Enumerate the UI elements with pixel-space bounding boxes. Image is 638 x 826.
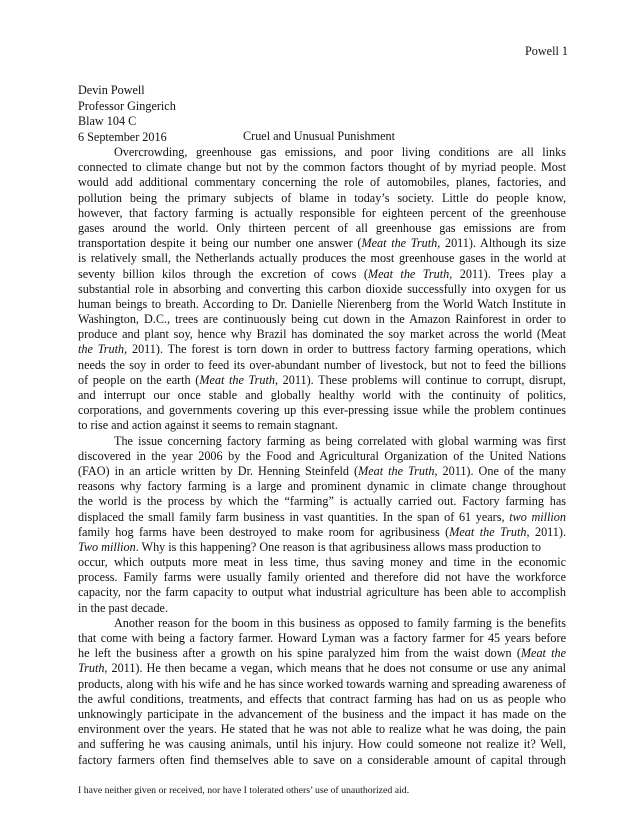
essay-title: Cruel and Unusual Punishment	[243, 129, 395, 143]
body-line: reasons why factory farming is a large and prominent dynamic in climate change throughout	[78, 479, 566, 494]
body-line: products, along with his wife and he has since worked towards warning and spreading awareness of	[78, 676, 566, 691]
body-line: Another reason for the boom in this business as opposed to family farming is the benefits	[114, 615, 566, 630]
body-line: corporations, and governments covering up this ever-pressing issue while the problem continues	[78, 403, 566, 418]
body-line: gases around the world. Only thirteen percent of all greenhouse gas emissions are from	[78, 220, 566, 235]
body-line: displaced the small family farm business in vast quantities. In the span of 61 years, two million	[78, 509, 566, 524]
body-line: he left the business after a growth on his spine paralyzed him from the waist down (Meat the	[78, 646, 566, 661]
body-line: would add additional commentary concerning the role of automobiles, planes, factories, and	[78, 175, 566, 190]
body-line: that come with being a factory farmer. Howard Lyman was a factory farmer for 45 years before	[78, 631, 566, 645]
body-line: produce and plant soy, hence why Brazil has dominated the soy market across the world (Meat	[78, 327, 566, 342]
body-line: and suffering he was causing animals, until his injury. How could someone not realize it? Well,	[78, 737, 566, 752]
body-line: however, that factory farming is actually responsible for eighteen percent of the greenhouse	[78, 205, 566, 220]
body-line: the world is the process by which the “farming” is actually carried out. Factory farming has	[78, 494, 566, 509]
body-line: to rise and action against it seems to remain stagnant.	[78, 418, 338, 433]
body-line: occur, which outputs more meat in less time, thus saving money and time in the economic	[78, 555, 566, 570]
body-line: capacity, nor the farm capacity to output what industrial agriculture has been able to accomplish	[78, 585, 566, 600]
body-line: unknowingly participate in the advancement of the business and the impact it has made on the	[78, 706, 566, 721]
professor-name: Professor Gingerich	[78, 98, 176, 113]
honor-pledge-footer: I have neither given or received, nor have I tolerated others’ use of unauthorized aid.	[78, 785, 410, 796]
body-line: human beings to breath. According to Dr. Danielle Nierenberg from the World Watch Institute in	[78, 296, 566, 311]
body-line: pollution being the primary subjects of blame in today’s society. Little do people know,	[78, 190, 566, 205]
body-line: connected to climate change but not by the common factors thought of by myriad people. Most	[78, 160, 566, 175]
body-line: Washington, D.C., trees are continuously being cut down in the Amazon Rainforest in order to	[78, 312, 566, 327]
body-line: needs the soy in order to feed its over-abundant number of livestock, but not to feed the billions	[78, 357, 566, 372]
body-line: process. Family farms were usually family oriented and therefore did not have the workforce	[78, 570, 566, 585]
body-line: the Truth, 2011). The forest is torn down in order to buttress factory farming operations, which	[78, 342, 567, 357]
body-line: of people on the earth (Meat the Truth, 2011). These problems will continue to corrupt, disrupt,	[78, 372, 566, 387]
body-line: discovered in the year 2006 by the Food and Agricultural Organization of the United Nations	[78, 448, 566, 463]
body-line: substantial role in absorbing and converting this carbon dioxide successfully into oxygen for us	[78, 281, 566, 296]
essay-body	[78, 145, 566, 768]
body-line: seventy billion kilos through the excretion of cows (Meat the Truth, 2011). Trees play a	[78, 266, 566, 281]
running-head-page-number: Powell 1	[525, 44, 568, 58]
body-line: family hog farms have been destroyed to make room for agribusiness (Meat the Truth, 2011).	[78, 524, 567, 539]
body-line: Overcrowding, greenhouse gas emissions, and poor living conditions are all links	[114, 145, 566, 159]
course-name: Blaw 104 C	[78, 114, 137, 129]
author-name: Devin Powell	[78, 83, 145, 97]
body-line: the awful conditions, treatments, and effects that contract farming has had on us as people who	[78, 691, 566, 706]
body-line: in the past decade.	[78, 600, 169, 615]
body-line: factory farmers often find themselves able to save on a considerable amount of capital through	[78, 752, 566, 767]
body-line: Truth, 2011). He then became a vegan, which means that he does not consume or use any animal	[78, 661, 566, 676]
body-line: is relatively small, the Netherlands actually produces the most greenhouse gases in the world at	[78, 251, 566, 266]
body-line: Two million. Why is this happening? One reason is that agribusiness allows mass production to	[78, 539, 541, 554]
body-line: transportation despite it being our number one answer (Meat the Truth, 2011). Although its size	[78, 236, 566, 251]
body-line: environment over the years. He stated that he was not able to realize what he was doing, the pain	[78, 722, 566, 737]
body-line: and interrupt our once stable and globally healthy world with the continuity of politics,	[78, 388, 566, 402]
body-line: (FAO) in an article written by Dr. Henning Steinfeld (Meat the Truth, 2011). One of the many	[78, 463, 566, 478]
essay-date: 6 September 2016	[78, 129, 167, 144]
body-line: The issue concerning factory farming as being correlated with global warming was first	[114, 433, 566, 448]
